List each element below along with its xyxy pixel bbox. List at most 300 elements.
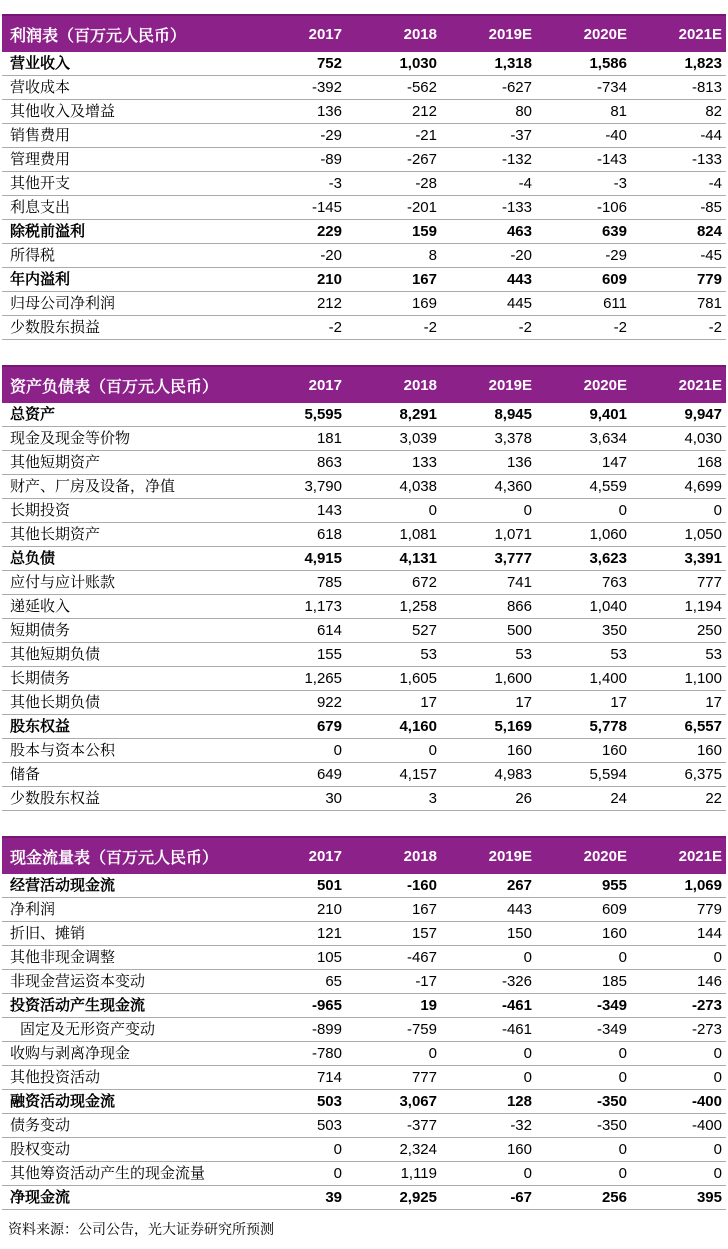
row-value: 160 <box>506 741 532 759</box>
table-row <box>2 787 726 811</box>
table-row <box>2 1018 726 1042</box>
table-row <box>2 994 726 1018</box>
row-value: 143 <box>316 501 342 519</box>
row-value: 22 <box>705 789 722 807</box>
row-value: 672 <box>411 573 437 591</box>
row-value: 17 <box>705 693 722 711</box>
table-row <box>2 922 726 946</box>
table-row <box>2 268 726 292</box>
row-value: 0 <box>523 501 532 519</box>
row-value: 229 <box>316 222 342 240</box>
row-value: 5,778 <box>589 717 627 735</box>
row-value: 679 <box>316 717 342 735</box>
row-value: 0 <box>428 741 437 759</box>
column-header-2021e: 2021E <box>678 376 722 394</box>
row-value: 146 <box>696 972 722 990</box>
table-row <box>2 403 726 427</box>
row-value: 157 <box>411 924 437 942</box>
table-row <box>2 451 726 475</box>
row-label: 其他长期负债 <box>10 694 101 711</box>
row-value: 150 <box>506 924 532 942</box>
row-value: 1,318 <box>494 54 532 72</box>
row-value: -392 <box>311 78 342 96</box>
row-value: 3,039 <box>399 429 437 447</box>
row-label: 固定及无形资产变动 <box>20 1021 156 1038</box>
row-value: 4,160 <box>399 717 437 735</box>
row-value: -37 <box>510 126 532 144</box>
row-value: 4,559 <box>589 477 627 495</box>
row-value: 3,790 <box>304 477 342 495</box>
row-value: 1,194 <box>684 597 722 615</box>
row-value: 8 <box>428 246 437 264</box>
row-value: -965 <box>311 996 342 1014</box>
row-value: -267 <box>406 150 437 168</box>
row-value: 53 <box>610 645 627 663</box>
row-value: 160 <box>696 741 722 759</box>
column-header-2018: 2018 <box>403 847 437 865</box>
row-value: -273 <box>691 1020 722 1038</box>
row-label: 股本与资本公积 <box>10 742 116 759</box>
row-value: 160 <box>601 924 627 942</box>
row-value: 1,605 <box>399 669 437 687</box>
financial-tables <box>2 14 726 1210</box>
table-row <box>2 220 726 244</box>
row-value: 4,983 <box>494 765 532 783</box>
row-value: -2 <box>423 318 437 336</box>
row-value: -85 <box>700 198 722 216</box>
row-value: 82 <box>705 102 722 120</box>
row-value: 609 <box>601 270 627 288</box>
row-value: 1,040 <box>589 597 627 615</box>
row-value: 39 <box>325 1188 342 1206</box>
table-row <box>2 946 726 970</box>
row-value: -160 <box>406 876 437 894</box>
row-value: 4,038 <box>399 477 437 495</box>
column-header-2020e: 2020E <box>583 25 627 43</box>
row-label: 总资产 <box>10 406 56 423</box>
row-label: 所得税 <box>10 247 56 264</box>
row-value: 155 <box>316 645 342 663</box>
row-value: 8,945 <box>494 405 532 423</box>
income-statement-table <box>2 14 726 340</box>
row-value: 26 <box>515 789 532 807</box>
row-label: 投资活动产生现金流 <box>10 997 146 1014</box>
row-value: 779 <box>696 900 722 918</box>
row-value: 167 <box>411 270 437 288</box>
row-value: 779 <box>696 270 722 288</box>
row-label: 长期债务 <box>10 670 71 687</box>
row-value: -20 <box>320 246 342 264</box>
row-value: 763 <box>601 573 627 591</box>
row-label: 利息支出 <box>10 199 71 216</box>
table-title: 资产负债表（百万元人民币） <box>10 378 219 396</box>
row-label: 长期投资 <box>10 502 71 519</box>
row-value: -28 <box>415 174 437 192</box>
row-label: 股权变动 <box>10 1141 71 1158</box>
row-value: 443 <box>506 270 532 288</box>
row-value: -89 <box>320 150 342 168</box>
row-value: -143 <box>596 150 627 168</box>
table-row <box>2 52 726 76</box>
row-value: -350 <box>596 1116 627 1134</box>
row-value: 639 <box>601 222 627 240</box>
row-value: -132 <box>501 150 532 168</box>
row-value: 4,915 <box>304 549 342 567</box>
table-row <box>2 571 726 595</box>
column-header-2018: 2018 <box>403 376 437 394</box>
row-value: 3,777 <box>494 549 532 567</box>
row-value: 0 <box>523 1044 532 1062</box>
row-label: 财产、厂房及设备，净值 <box>10 478 176 495</box>
row-value: 4,157 <box>399 765 437 783</box>
row-label: 除税前溢利 <box>10 223 86 240</box>
row-value: 160 <box>506 1140 532 1158</box>
table-row <box>2 1186 726 1210</box>
row-value: -29 <box>320 126 342 144</box>
table-row <box>2 427 726 451</box>
table-row <box>2 1090 726 1114</box>
row-value: 167 <box>411 900 437 918</box>
table-row <box>2 475 726 499</box>
row-value: 0 <box>523 1164 532 1182</box>
row-value: 0 <box>333 1164 342 1182</box>
row-value: -467 <box>406 948 437 966</box>
row-value: 785 <box>316 573 342 591</box>
row-value: 2,925 <box>399 1188 437 1206</box>
column-header-2021e: 2021E <box>678 847 722 865</box>
row-value: 6,375 <box>684 765 722 783</box>
row-value: 3,067 <box>399 1092 437 1110</box>
row-value: -4 <box>708 174 722 192</box>
row-label: 其他长期资产 <box>10 526 101 543</box>
row-value: 1,081 <box>399 525 437 543</box>
row-value: 5,595 <box>304 405 342 423</box>
row-value: 53 <box>705 645 722 663</box>
row-value: 866 <box>506 597 532 615</box>
row-value: 4,131 <box>399 549 437 567</box>
row-label: 其他投资活动 <box>10 1069 101 1086</box>
row-label: 总负债 <box>10 550 56 567</box>
row-value: -461 <box>501 996 532 1014</box>
row-label: 折旧、摊销 <box>10 925 86 942</box>
row-value: -32 <box>510 1116 532 1134</box>
row-value: 1,100 <box>684 669 722 687</box>
row-value: 1,586 <box>589 54 627 72</box>
row-value: -780 <box>311 1044 342 1062</box>
row-label: 股东权益 <box>10 718 71 735</box>
row-value: 611 <box>603 294 627 312</box>
row-label: 其他筹资活动产生的现金流量 <box>10 1165 206 1182</box>
row-value: 1,071 <box>494 525 532 543</box>
row-value: 752 <box>316 54 342 72</box>
row-value: 955 <box>601 876 627 894</box>
table-row <box>2 691 726 715</box>
table-row <box>2 244 726 268</box>
row-value: 527 <box>411 621 437 639</box>
cash-flow-header <box>2 836 726 874</box>
row-value: 147 <box>601 453 627 471</box>
row-label: 营业收入 <box>10 55 71 72</box>
row-value: 212 <box>316 294 342 312</box>
row-value: 500 <box>506 621 532 639</box>
row-value: 3,378 <box>494 429 532 447</box>
row-value: 922 <box>316 693 342 711</box>
column-header-2017: 2017 <box>308 847 342 865</box>
table-row <box>2 739 726 763</box>
table-row <box>2 523 726 547</box>
row-value: 350 <box>601 621 627 639</box>
row-value: 121 <box>316 924 342 942</box>
table-row <box>2 172 726 196</box>
row-value: 741 <box>506 573 532 591</box>
row-label: 储备 <box>10 766 41 783</box>
row-value: 1,173 <box>304 597 342 615</box>
row-value: 169 <box>411 294 437 312</box>
row-value: 0 <box>523 948 532 966</box>
row-value: -67 <box>510 1188 532 1206</box>
row-value: -759 <box>406 1020 437 1038</box>
row-value: 0 <box>618 1164 627 1182</box>
row-value: 777 <box>696 573 722 591</box>
row-value: -627 <box>501 78 532 96</box>
row-value: 1,823 <box>684 54 722 72</box>
row-value: 17 <box>610 693 627 711</box>
table-row <box>2 1162 726 1186</box>
row-label: 短期债务 <box>10 622 71 639</box>
row-label: 经营活动现金流 <box>10 877 116 894</box>
row-value: 24 <box>610 789 627 807</box>
row-value: 256 <box>601 1188 627 1206</box>
row-value: 8,291 <box>399 405 437 423</box>
table-row <box>2 196 726 220</box>
row-value: -377 <box>406 1116 437 1134</box>
table-title: 利润表（百万元人民币） <box>10 27 187 45</box>
row-label: 其他收入及增益 <box>10 103 116 120</box>
table-row <box>2 124 726 148</box>
row-value: 65 <box>325 972 342 990</box>
row-value: 0 <box>713 1164 722 1182</box>
row-label: 少数股东损益 <box>10 319 101 336</box>
row-value: -562 <box>406 78 437 96</box>
row-value: -350 <box>596 1092 627 1110</box>
row-value: 185 <box>601 972 627 990</box>
row-value: 0 <box>618 501 627 519</box>
row-value: 824 <box>696 222 722 240</box>
row-value: -20 <box>510 246 532 264</box>
row-value: 210 <box>316 270 342 288</box>
column-header-2019e: 2019E <box>488 847 532 865</box>
table-row <box>2 1066 726 1090</box>
row-value: -349 <box>596 996 627 1014</box>
row-value: 443 <box>506 900 532 918</box>
row-value: -4 <box>518 174 532 192</box>
row-value: 4,699 <box>684 477 722 495</box>
row-value: -813 <box>691 78 722 96</box>
row-value: 128 <box>506 1092 532 1110</box>
row-value: -17 <box>415 972 437 990</box>
row-value: -2 <box>328 318 342 336</box>
balance-sheet-header <box>2 365 726 403</box>
row-value: -44 <box>700 126 722 144</box>
row-value: 503 <box>316 1116 342 1134</box>
table-row <box>2 292 726 316</box>
row-value: 395 <box>696 1188 722 1206</box>
row-value: -201 <box>406 198 437 216</box>
row-value: 609 <box>601 900 627 918</box>
row-label: 净利润 <box>10 901 56 918</box>
table-row <box>2 643 726 667</box>
column-header-2019e: 2019E <box>488 376 532 394</box>
table-row <box>2 316 726 340</box>
row-value: -273 <box>691 996 722 1014</box>
row-value: 53 <box>420 645 437 663</box>
cash-flow-table <box>2 836 726 1210</box>
row-value: 1,265 <box>304 669 342 687</box>
row-value: 212 <box>411 102 437 120</box>
row-label: 管理费用 <box>10 151 71 168</box>
row-value: 445 <box>506 294 532 312</box>
row-label: 其他短期负债 <box>10 646 101 663</box>
row-value: -3 <box>613 174 627 192</box>
row-value: 19 <box>420 996 437 1014</box>
row-label: 非现金营运资本变动 <box>10 973 146 990</box>
table-row <box>2 1042 726 1066</box>
row-value: 618 <box>316 525 342 543</box>
row-value: -349 <box>596 1020 627 1038</box>
table-row <box>2 715 726 739</box>
column-header-2021e: 2021E <box>678 25 722 43</box>
table-row <box>2 148 726 172</box>
row-value: 1,258 <box>399 597 437 615</box>
row-value: 501 <box>316 876 342 894</box>
row-value: 4,360 <box>494 477 532 495</box>
row-value: 5,169 <box>494 717 532 735</box>
table-row <box>2 970 726 994</box>
row-value: -400 <box>691 1092 722 1110</box>
row-value: 3,391 <box>684 549 722 567</box>
row-value: 3,623 <box>589 549 627 567</box>
row-label: 收购与剥离净现金 <box>10 1045 131 1062</box>
row-label: 净现金流 <box>10 1189 71 1206</box>
row-value: 503 <box>316 1092 342 1110</box>
row-value: 0 <box>713 948 722 966</box>
row-value: -400 <box>691 1116 722 1134</box>
column-header-2019e: 2019E <box>488 25 532 43</box>
row-value: -106 <box>596 198 627 216</box>
row-value: 1,030 <box>399 54 437 72</box>
row-label: 应付与应计账款 <box>10 574 116 591</box>
row-value: 781 <box>696 294 722 312</box>
table-row <box>2 619 726 643</box>
row-label: 融资活动现金流 <box>10 1093 116 1110</box>
row-value: 0 <box>618 1068 627 1086</box>
row-value: 2,324 <box>399 1140 437 1158</box>
table-row <box>2 898 726 922</box>
row-label: 年内溢利 <box>10 271 71 288</box>
row-value: 168 <box>696 453 722 471</box>
row-label: 少数股东权益 <box>10 790 101 807</box>
row-value: -734 <box>596 78 627 96</box>
row-value: -145 <box>311 198 342 216</box>
row-value: 136 <box>316 102 342 120</box>
column-header-2020e: 2020E <box>583 376 627 394</box>
column-header-2017: 2017 <box>308 376 342 394</box>
row-label: 其他短期资产 <box>10 454 101 471</box>
row-value: 649 <box>316 765 342 783</box>
row-value: -326 <box>501 972 532 990</box>
row-value: -21 <box>415 126 437 144</box>
row-value: -899 <box>311 1020 342 1038</box>
row-value: 5,594 <box>589 765 627 783</box>
row-value: 0 <box>333 741 342 759</box>
row-value: 0 <box>713 1044 722 1062</box>
row-value: 181 <box>316 429 342 447</box>
balance-sheet-table <box>2 365 726 811</box>
table-row <box>2 1138 726 1162</box>
row-value: 4,030 <box>684 429 722 447</box>
row-value: -3 <box>328 174 342 192</box>
row-value: 0 <box>428 1044 437 1062</box>
row-value: -133 <box>501 198 532 216</box>
row-value: 160 <box>601 741 627 759</box>
row-label: 营收成本 <box>10 79 71 96</box>
table-row <box>2 874 726 898</box>
row-value: 0 <box>713 501 722 519</box>
row-value: 81 <box>610 102 627 120</box>
row-value: 614 <box>316 621 342 639</box>
row-value: 0 <box>713 1068 722 1086</box>
row-label: 现金及现金等价物 <box>10 430 131 447</box>
row-value: 863 <box>316 453 342 471</box>
row-value: 159 <box>411 222 437 240</box>
row-value: -40 <box>605 126 627 144</box>
row-value: 1,400 <box>589 669 627 687</box>
row-value: 463 <box>506 222 532 240</box>
row-value: 1,069 <box>684 876 722 894</box>
row-value: -2 <box>518 318 532 336</box>
row-value: 267 <box>506 876 532 894</box>
column-header-2020e: 2020E <box>583 847 627 865</box>
row-value: -45 <box>700 246 722 264</box>
row-value: -2 <box>708 318 722 336</box>
row-value: 0 <box>618 1044 627 1062</box>
row-value: 105 <box>316 948 342 966</box>
row-value: 1,050 <box>684 525 722 543</box>
row-value: 0 <box>713 1140 722 1158</box>
row-value: 0 <box>428 501 437 519</box>
row-value: 3 <box>428 789 437 807</box>
row-value: 0 <box>618 1140 627 1158</box>
table-row <box>2 100 726 124</box>
row-value: -29 <box>605 246 627 264</box>
row-value: 714 <box>316 1068 342 1086</box>
row-label: 其他非现金调整 <box>10 949 116 966</box>
row-value: 133 <box>411 453 437 471</box>
row-value: 144 <box>696 924 722 942</box>
row-value: 80 <box>515 102 532 120</box>
row-value: 6,557 <box>684 717 722 735</box>
table-row <box>2 499 726 523</box>
row-label: 销售费用 <box>10 127 71 144</box>
table-row <box>2 763 726 787</box>
table-row <box>2 595 726 619</box>
row-label: 其他开支 <box>10 175 71 192</box>
row-value: 17 <box>420 693 437 711</box>
row-value: 30 <box>325 789 342 807</box>
row-value: 136 <box>506 453 532 471</box>
row-value: 53 <box>515 645 532 663</box>
row-value: 1,600 <box>494 669 532 687</box>
